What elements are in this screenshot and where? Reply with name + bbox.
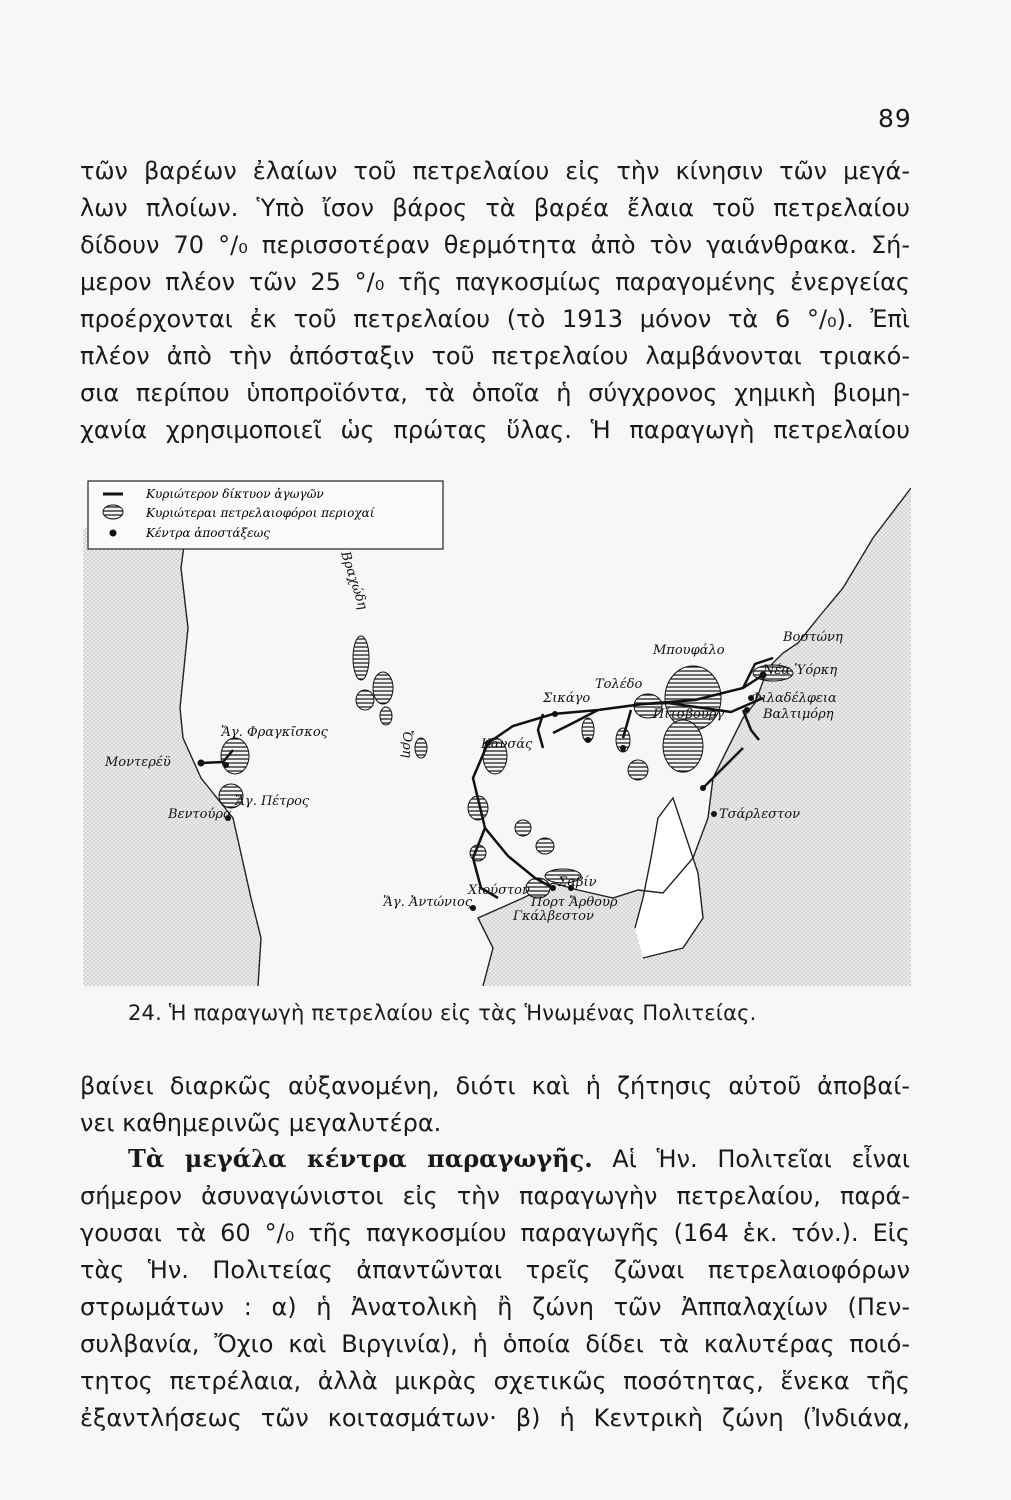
label-san-pedro: Ἅγ. Πέτρος — [235, 794, 310, 809]
label-chicago: Σικάγο — [543, 691, 591, 706]
text-line: μερον πλέον τῶν 25 °/₀ τῆς παγκοσμίως παραγομένης ἐνεργείας — [80, 268, 910, 296]
label-port-arthur: Πορτ Ἄρθουρ — [531, 895, 618, 910]
text-line: τῶν βαρέων ἐλαίων τοῦ πετρελαίου εἰς τὴν κίνησιν τῶν μεγά- — [80, 157, 910, 185]
label-ventura: Βεντούρα — [168, 807, 232, 822]
label-san-francisco: Ἅγ. Φραγκῖσκος — [221, 725, 328, 740]
label-philadelphia: Φιλαδέλφεια — [751, 691, 837, 706]
label-pittsburgh: Πίτσβουργ — [653, 707, 725, 722]
label-san-antonio: Ἅγ. Ἀντώνιος — [383, 895, 473, 910]
label-sabine: Σαβίν — [558, 875, 597, 890]
oilfield-legend-icon — [103, 505, 123, 519]
text-line: βαίνει διαρκῶς αὐξανομένη, διότι καὶ ἡ ζήτησις αὐτοῦ ἀποβαί- — [80, 1072, 910, 1100]
text-span: Αἱ Ἡν. Πολιτεῖαι εἶναι — [592, 1145, 911, 1173]
text-line: στρωμάτων : α) ἡ Ἀνατολικὴ ἢ ζώνη τῶν Ἀππαλαχίων (Πεν- — [80, 1293, 910, 1321]
paragraph-3-first-line — [80, 1140, 910, 1178]
text-line: πλέον ἀπὸ τὴν ἀπόσταξιν τοῦ πετρελαίου λαμβάνονται τριακό- — [80, 342, 910, 370]
paragraph-1 — [80, 153, 910, 449]
section-heading: Τὰ μεγάλα κέντρα παραγωγῆς. — [128, 1144, 593, 1173]
label-houston: Χιούστον — [468, 883, 530, 898]
label-galveston: Γκάλβεστον — [513, 909, 594, 924]
label-charleston: Τσάρλεστον — [719, 807, 800, 822]
label-boston: Βοστώνη — [783, 630, 843, 645]
label-buffalo: Μπουφάλο — [653, 643, 725, 658]
text-line: ἐξαντλήσεως τῶν κοιτασμάτων· β) ἡ Κεντρικὴ ζώνη (Ἰνδιάνα, — [80, 1404, 910, 1432]
text-line: προέρχονται ἐκ τοῦ πετρελαίου (τὸ 1913 μόνον τὰ 6 °/₀). Ἐπὶ — [80, 305, 910, 333]
text-line: χανία χρησιμοποιεῖ ὡς πρώτας ὕλας. Ἡ παραγωγὴ πετρελαίου — [80, 416, 910, 444]
label-monterey: Μοντερέϋ — [105, 755, 171, 770]
legend-pipelines: Κυριώτερον δίκτυον ἀγωγῶν — [146, 487, 324, 501]
label-kansas: Κανσάς — [481, 737, 533, 752]
text-line: τὰς Ἡν. Πολιτείας ἀπαντῶνται τρεῖς ζῶναι πετρελαιοφόρων — [80, 1256, 910, 1284]
page-number: 89 — [878, 104, 912, 133]
legend-box — [88, 481, 443, 549]
legend-refineries: Κέντρα ἀποστάξεως — [146, 526, 271, 540]
label-new-york: Νέα Ὑόρκη — [763, 663, 838, 678]
text-line: τητος πετρέλαια, ἀλλὰ μικρὰς σχετικῶς ποσότητας, ἕνεκα τῆς — [80, 1367, 910, 1395]
refinery-legend-icon — [110, 530, 117, 537]
paragraph-3 — [80, 1140, 910, 1437]
text-line: δίδουν 70 °/₀ περισσοτέραν θερμότητα ἀπὸ τὸν γαιάνθρακα. Σή- — [80, 231, 910, 259]
text-line: συλβανία, Ὄχιο καὶ Βιργινία), ἡ ὁποία δίδει τὰ καλυτέρας ποιό- — [80, 1330, 910, 1358]
label-rocky-mountains: Βραχώδη — [337, 549, 371, 612]
paragraph-2 — [80, 1068, 910, 1142]
figure-caption: 24. Ἡ παραγωγὴ πετρελαίου εἰς τὰς Ἡνωμένας Πολιτείας. — [128, 1001, 757, 1025]
label-mountains: Ὄρη — [399, 730, 414, 758]
label-baltimore: Βαλτιμόρη — [763, 707, 834, 722]
oil-production-map — [83, 478, 911, 986]
legend-oilfields: Κυριώτεραι πετρελαιοφόροι περιοχαί — [146, 506, 375, 520]
text-line: σια περίπου ὑποπροϊόντα, τὰ ὁποῖα ἡ σύγχρονος χημικὴ βιομη- — [80, 379, 910, 407]
text-line: λων πλοίων. Ὑπὸ ἴσον βάρος τὰ βαρέα ἔλαια τοῦ πετρελαίου — [80, 194, 910, 222]
text-line: γουσαι τὰ 60 °/₀ τῆς παγκοσμίου παραγωγῆς (164 ἑκ. τόν.). Εἰς — [80, 1219, 910, 1247]
label-toledo: Τολέδο — [595, 677, 643, 692]
text-line: σήμερον ἀσυναγώνιστοι εἰς τὴν παραγωγὴν πετρελαίου, παρά- — [80, 1182, 910, 1210]
text-line: νει καθημερινῶς μεγαλυτέρα. — [80, 1109, 442, 1137]
